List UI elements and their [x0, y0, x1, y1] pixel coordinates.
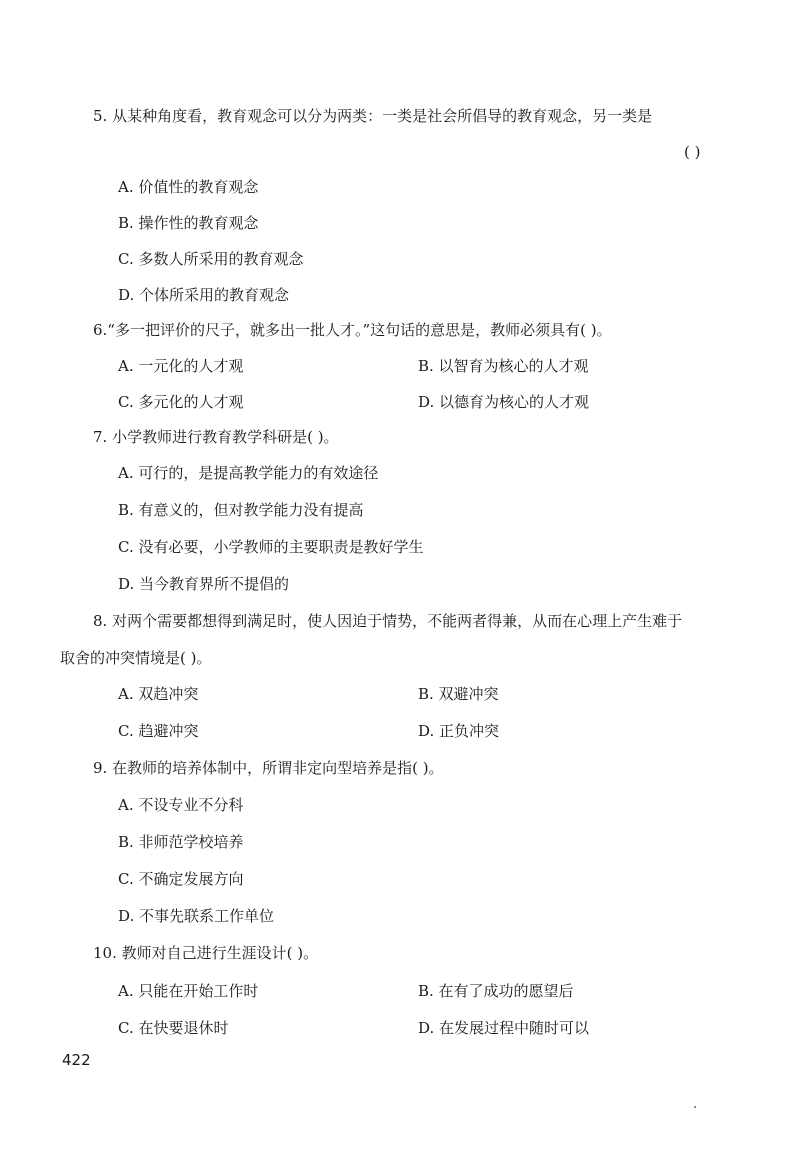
question-9-option-a: A. 不设专业不分科: [118, 796, 244, 814]
question-7-option-b: B. 有意义的，但对教学能力没有提高: [118, 501, 364, 519]
question-8-option-a: A. 双趋冲突: [118, 685, 199, 703]
page-number: 422: [62, 1051, 91, 1069]
question-5-stem: 5. 从某种角度看，教育观念可以分为两类：一类是社会所倡导的教育观念，另一类是: [93, 107, 653, 125]
question-5-answer-blank: ( ): [684, 143, 701, 161]
question-9-option-c: C. 不确定发展方向: [118, 870, 244, 888]
question-9-option-d: D. 不事先联系工作单位: [118, 907, 275, 925]
question-5-option-a: A. 价值性的教育观念: [118, 178, 259, 196]
scan-speck: [694, 1106, 696, 1108]
question-10-option-d: D. 在发展过程中随时可以: [418, 1019, 590, 1037]
question-8-option-c: C. 趋避冲突: [118, 722, 199, 740]
question-10-option-a: A. 只能在开始工作时: [118, 982, 259, 1000]
question-8-option-b: B. 双避冲突: [418, 685, 499, 703]
question-10-option-b: B. 在有了成功的愿望后: [418, 982, 574, 1000]
question-8-option-d: D. 正负冲突: [418, 722, 500, 740]
question-8-stem-continued: 取舍的冲突情境是( )。: [60, 649, 212, 667]
question-5-option-c: C. 多数人所采用的教育观念: [118, 250, 304, 268]
question-6-option-c: C. 多元化的人才观: [118, 393, 244, 411]
question-6-stem: 6.“多一把评价的尺子，就多出一批人才。”这句话的意思是，教师必须具有( )。: [93, 321, 612, 339]
question-9-option-b: B. 非师范学校培养: [118, 833, 244, 851]
question-7-option-d: D. 当今教育界所不提倡的: [118, 575, 290, 593]
question-10-stem: 10. 教师对自己进行生涯设计( )。: [93, 944, 319, 962]
question-7-option-a: A. 可行的，是提高教学能力的有效途径: [118, 464, 379, 482]
question-6-option-a: A. 一元化的人才观: [118, 357, 244, 375]
question-10-option-c: C. 在快要退休时: [118, 1019, 229, 1037]
question-8-stem: 8. 对两个需要都想得到满足时，使人因迫于情势，不能两者得兼，从而在心理上产生难于: [93, 612, 683, 630]
question-6-option-b: B. 以智育为核心的人才观: [418, 357, 589, 375]
question-7-option-c: C. 没有必要，小学教师的主要职责是教好学生: [118, 538, 424, 556]
question-6-option-d: D. 以德育为核心的人才观: [418, 393, 590, 411]
question-5-option-b: B. 操作性的教育观念: [118, 214, 259, 232]
question-7-stem: 7. 小学教师进行教育教学科研是( )。: [93, 428, 339, 446]
question-9-stem: 9. 在教师的培养体制中，所谓非定向型培养是指( )。: [93, 759, 444, 777]
question-5-option-d: D. 个体所采用的教育观念: [118, 286, 290, 304]
